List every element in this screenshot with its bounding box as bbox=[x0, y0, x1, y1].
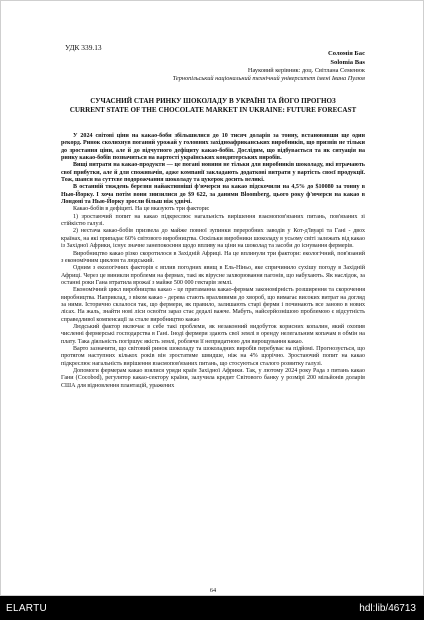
title-ua: СУЧАСНИЙ СТАН РИНКУ ШОКОЛАДУ В УКРАЇНІ ТА ЙОГО ПРОГНОЗ bbox=[90, 97, 336, 105]
paragraph: 1) зростаючий попит на какао підкреслює нагальність вирішення взаємопов'язаних питань, пов'язаних зі стійкістю галузі. bbox=[61, 213, 365, 228]
paragraph: 2) нестача какао-бобів призвела до майже повної зупинки переробних заводів у Кот-д'Івуарі та Гані - двох країнах, на які припадає 60% світового виробництва. Оскільки виробники шоколаду в усьому світі залежать від какао із Західної Африки, існує значне занепокоєння щодо впливу на ціни на шоколад та засоби до існування фермерів. bbox=[61, 228, 365, 250]
paragraph: Виробництво какао різко скоротилося в Західній Африці. На це вплинули три фактори: екологічний, пов'язаний з економічним циклом та людський. bbox=[61, 250, 365, 264]
affiliation: Тернопільський національний технічний університет імені Івана Пулюя bbox=[172, 75, 365, 83]
author-name-en: Solomia Bas bbox=[330, 59, 365, 66]
paragraph: В останній тиждень березня найактивніші ф'ючерси на какао підскочили на 4,5% до $10080 за тонну в Нью-Йорку. І хоча потім вони знизилися до $9 622, за даними Bloomberg, цього року ф'ючерси на какао в Лондоні та Нью-Йорку зросли більш ніж удвічі. bbox=[61, 184, 365, 206]
paragraph: Вищі витрати на какао-продукти — це погані новини не тільки для виробників шоколаду, які втрачають свої прибутки, але й для споживачів, адже компанії закладають додаткові витрати у вартість своєї продукції. Тож, шанси на суттєве подорожчання шоколаду та цукерок досить великі. bbox=[61, 162, 365, 184]
article-title bbox=[61, 97, 365, 115]
author-block bbox=[328, 49, 365, 67]
author-name-ua: Соломія Бас bbox=[328, 50, 365, 57]
repository-footer bbox=[0, 596, 424, 620]
paragraph: Одним з екологічних факторів є вплив погодних явищ в Ель-Ніньо, яке спричинило сухішу погоду в Західній Африці. Через це виникли проблеми на фермах, такі як вірусне захворювання пагонів, що набухають. Як наслідок, за останні роки Гана втратила врожаї з майже 500 000 гектарів землі. bbox=[61, 265, 365, 286]
paragraph: Людський фактор включає в себе такі проблеми, як незаконний видобуток корисних копалин, який охопив численні фермерські господарства в Гані. Іноді фермери здають свої землі в оренду нелегальним копачам в обмін на плату. Така діяльність погіршує якість землі, роблячи її непридатною для вирощування какао. bbox=[61, 323, 365, 345]
page-number: 64 bbox=[209, 587, 217, 594]
paragraph: Какао-бобів в дефіциті. На це вказують три фактори: bbox=[73, 206, 210, 213]
paragraph: Варто зазначити, що світовий ринок шоколаду та шоколадних виробів перебуває на підйомі. Прогнозується, що протягом наступних кількох років він зростатиме швидше, ніж на 4% щорічно. Зростаючий попит на какао підкреслює нагальність вирішення взаємопов'язаних питань, що стосуються сталого розвитку галузі. bbox=[61, 345, 365, 367]
udk-code: УДК 339.13 bbox=[65, 43, 102, 52]
advisor-block bbox=[173, 67, 365, 84]
paragraph: Економічний цикл виробництва какао - це притаманна какао-фермам закономірність розширення та скорочення виробництва. Наприклад, з віком какао - дерева стають вразливими до хвороб, що вимагає високих витрат на догляд за ними. Історично склалося так, що фермери, як правило, залишають старі ферми і починають все заново в нових лісах. На жаль, знайти нові ліси освоїти зараз стає дедалі важче. Мабуть, найсерйознішою проблемою є відсутність справедливої компенсації за стале виробництво какао bbox=[61, 287, 365, 323]
paragraph: У 2024 світові ціни на какао-боби збільшилися до 10 тисяч доларів за тонну, встановивши ще один рекорд. Ринок сколихнув поганий урожай у головних західноафриканських виробників, що призвів не тільки до зростання ціни, але й до відчутного дефіциту какао-бобів. Дослідим, що відбувається та як ситуація на ринку какао-бобів позначиться на вартості українських кондитерських виробів. bbox=[61, 133, 365, 162]
scientific-advisor: Науковий керівник: доц. Світлана Семенюк bbox=[247, 67, 365, 74]
handle-link[interactable]: hdl:lib/46713 bbox=[359, 603, 416, 614]
article-body bbox=[61, 133, 365, 390]
title-en: CURRENT STATE OF THE CHOCOLATE MARKET IN UKRAINE: FUTURE FORECAST bbox=[69, 106, 357, 114]
paragraph: Допомоги фермерам какао взялися уряди країн Західної Африки. Так, у лютому 2024 року Рада з питань какао Гани (Cocobod), регулятор какао-сектору країни, залучила кредит Світового банку у розмірі 200 мільйонів доларів США для відновлення плантацій, уражених bbox=[61, 368, 365, 389]
repository-name: ELARTU bbox=[6, 603, 48, 614]
